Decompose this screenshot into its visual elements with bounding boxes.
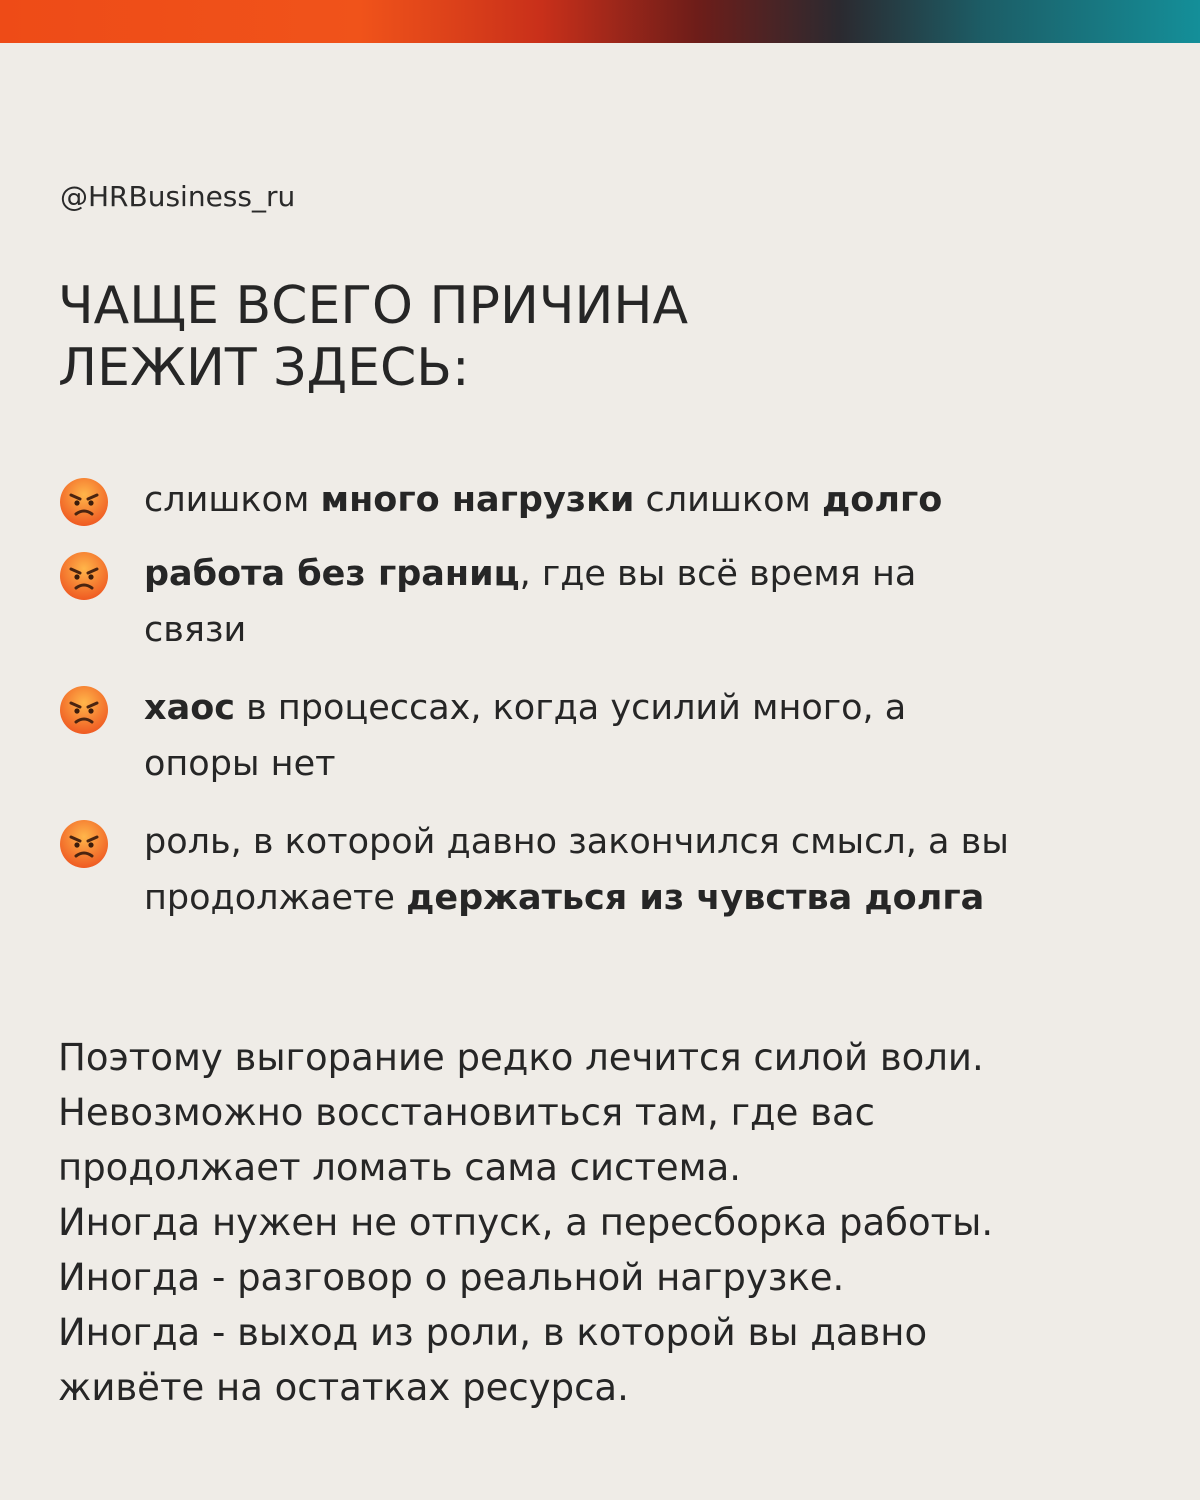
body-line: Поэтому выгорание редко лечится силой воли. (58, 1036, 984, 1079)
item-text: работа без границ, где вы всё время на связи (144, 554, 917, 650)
angry-face-icon (58, 684, 110, 736)
body-paragraph (58, 1030, 1168, 1415)
item-text: роль, в которой давно закончился смысл, а вы продолжаете держаться из чувства долга (144, 822, 1009, 918)
list-item (58, 814, 1158, 926)
title-line-2: ЛЕЖИТ ЗДЕСЬ: (58, 338, 470, 398)
page-title (58, 275, 688, 399)
body-line: Невозможно восстановиться там, где вас (58, 1091, 875, 1134)
causes-list (58, 472, 1158, 926)
body-line: живёте на остатках ресурса. (58, 1366, 629, 1409)
top-gradient-bar (0, 0, 1200, 43)
list-item (58, 546, 1158, 658)
list-item (58, 472, 1158, 528)
body-line: Иногда - выход из роли, в которой вы давно (58, 1311, 928, 1354)
item-text: слишком много нагрузки слишком долго (144, 480, 943, 520)
body-line: продолжает ломать сама система. (58, 1146, 742, 1189)
body-line: Иногда - разговор о реальной нагрузке. (58, 1256, 845, 1299)
title-line-1: ЧАЩЕ ВСЕГО ПРИЧИНА (58, 276, 689, 336)
angry-face-icon (58, 550, 110, 602)
list-item (58, 680, 1158, 792)
angry-face-icon (58, 476, 110, 528)
account-handle: @HRBusiness_ru (60, 180, 296, 213)
angry-face-icon (58, 818, 110, 870)
body-line: Иногда нужен не отпуск, а пересборка работы. (58, 1201, 994, 1244)
item-text: хаос в процессах, когда усилий много, а опоры нет (144, 688, 907, 784)
